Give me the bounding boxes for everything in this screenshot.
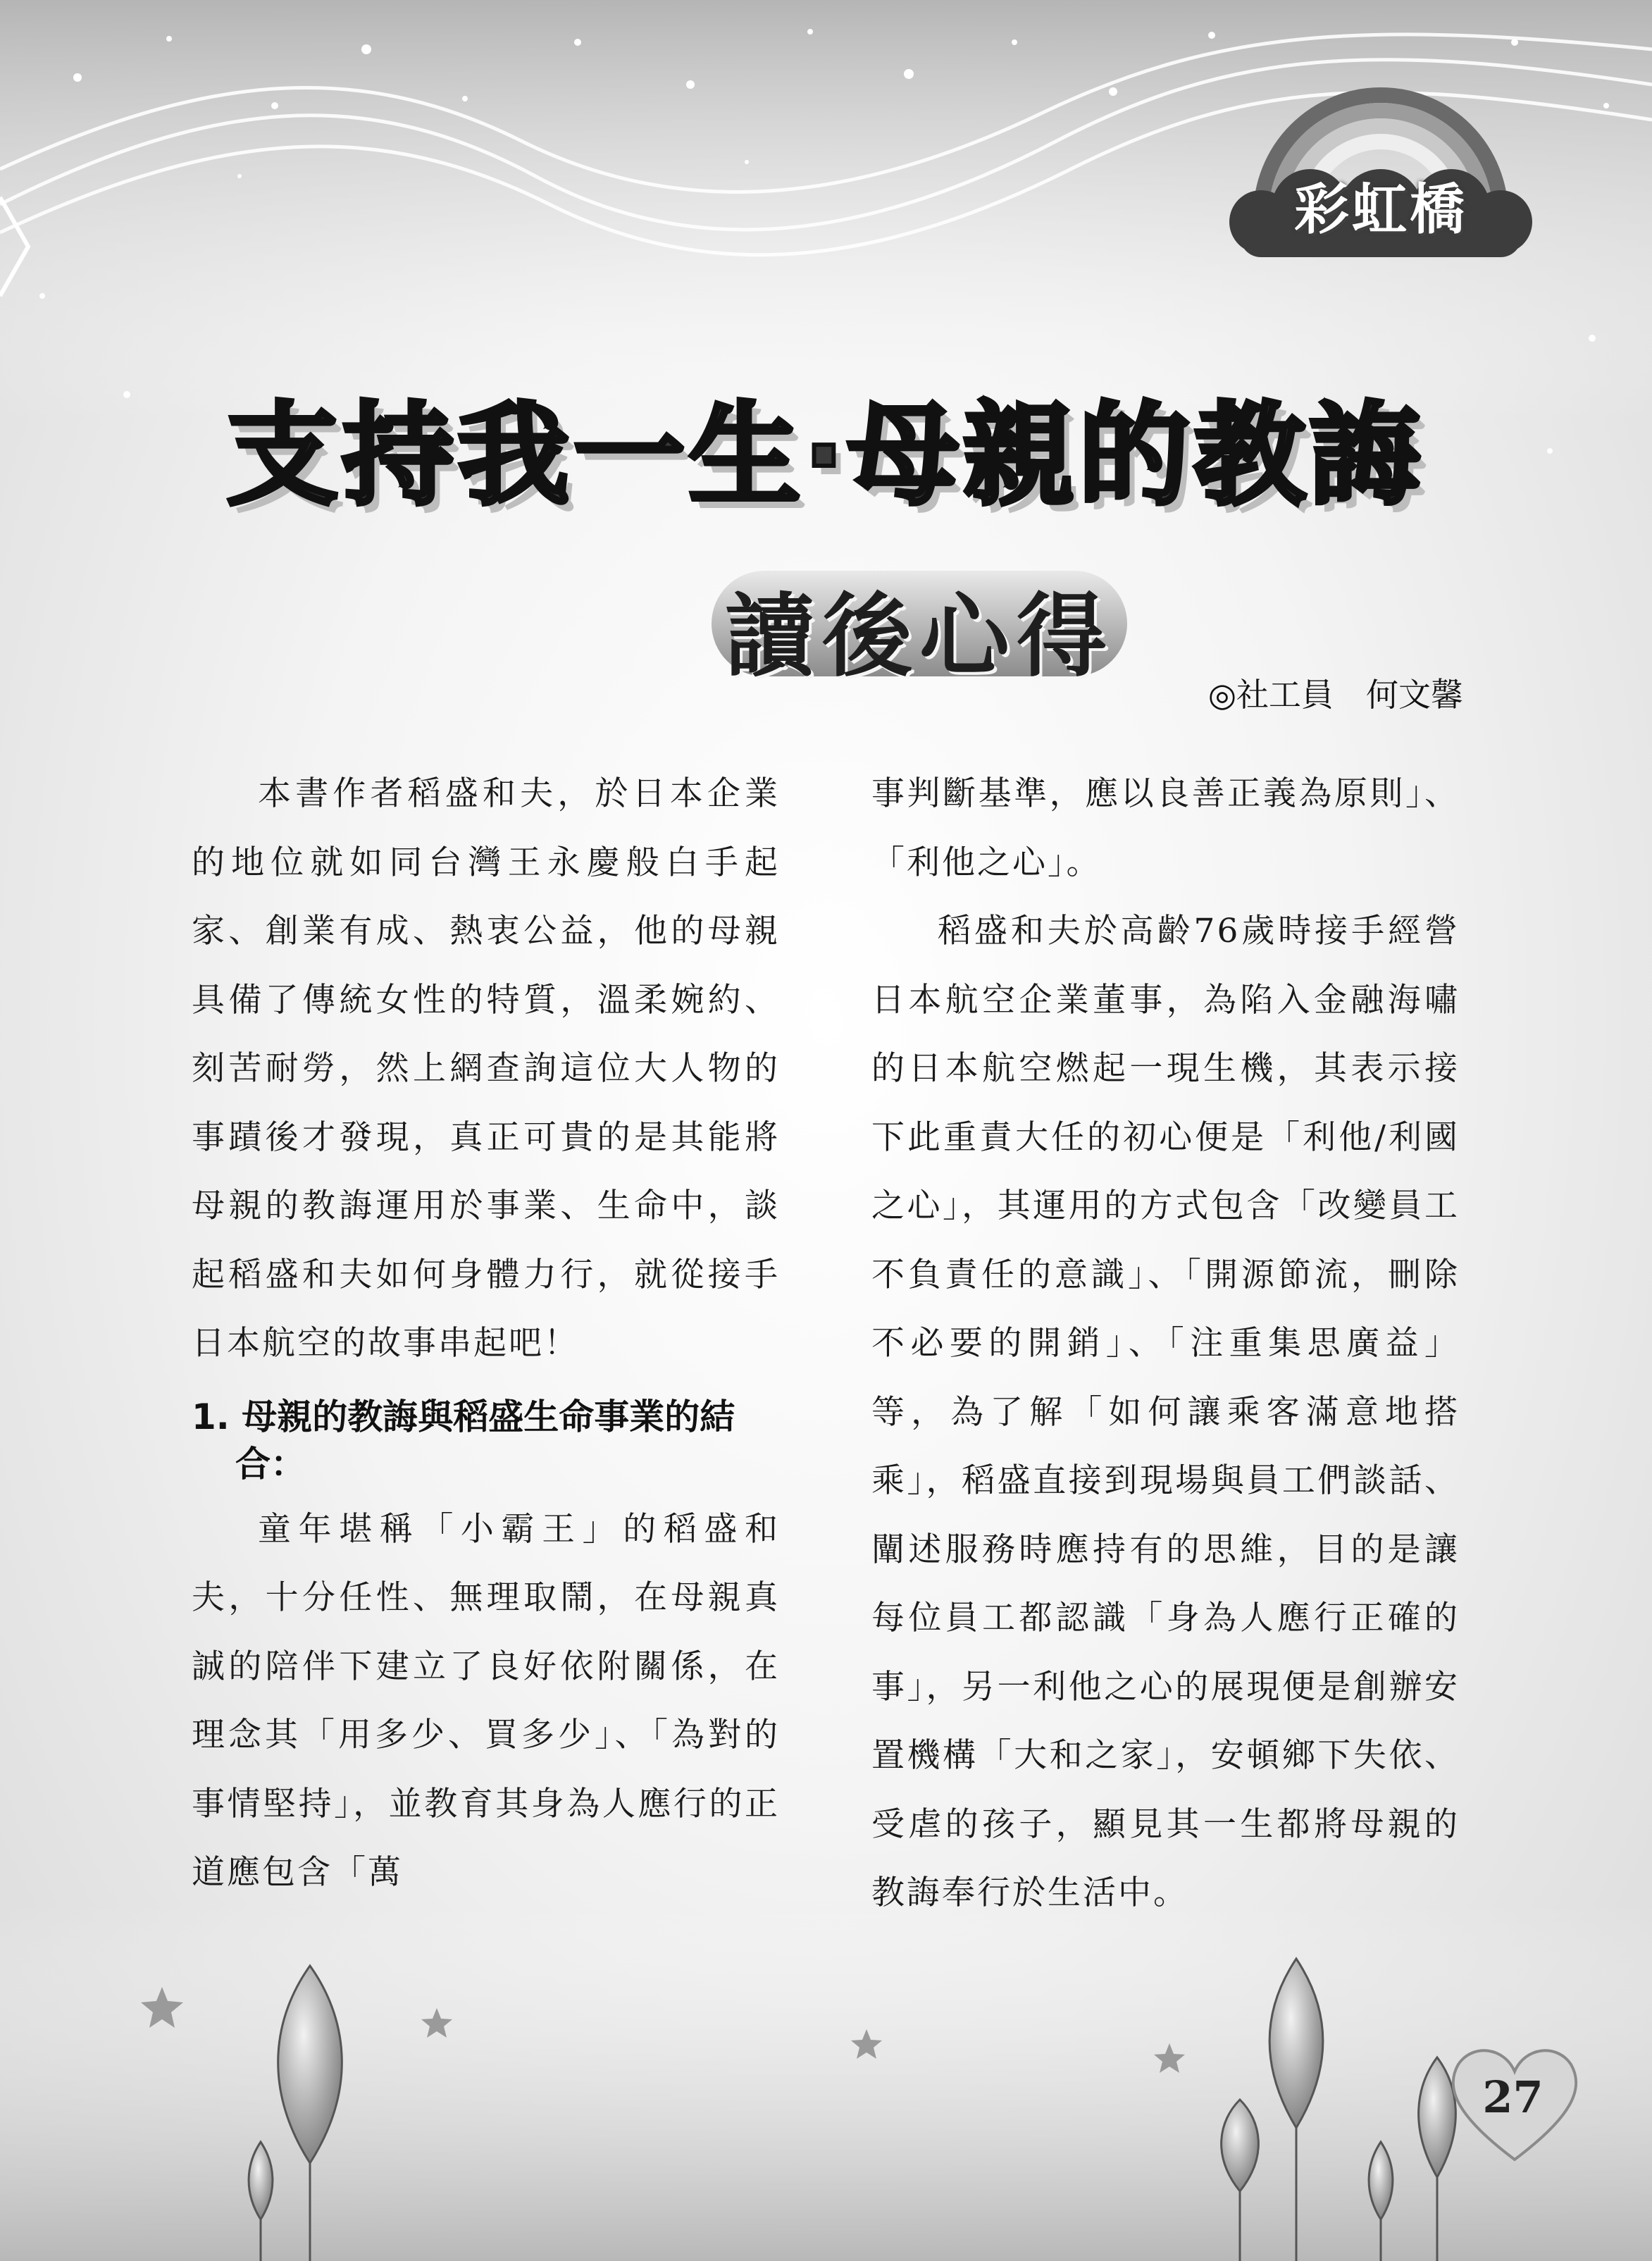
paragraph: 童年堪稱「小霸王」的稻盛和夫，十分任性、無理取鬧，在母親真誠的陪伴下建立了良好依附關係，在理念其「用多少、買多少」、「為對的事情堅持」，並教育其身為人應行的正道應包含「萬 bbox=[192, 1509, 780, 1892]
article-subtitle: 讀後心得 bbox=[724, 584, 1114, 689]
author-byline: ◎社工員 何文馨 bbox=[1207, 676, 1463, 714]
paragraph: 事判斷基準，應以良善正義為原則」、「利他之心」。 bbox=[871, 774, 1460, 882]
article-title: 支持我一生‧母親的教誨 bbox=[226, 391, 1425, 521]
section-heading: 1. 母親的教誨與稻盛生命事業的結合： bbox=[192, 1396, 735, 1485]
left-text-column bbox=[192, 760, 780, 1907]
page-number: 27 bbox=[1482, 2071, 1544, 2123]
column-badge-label: 彩虹橋 bbox=[1293, 178, 1467, 242]
paragraph: 本書作者稻盛和夫，於日本企業的地位就如同台灣王永慶般白手起家、創業有成、熱衷公益，他的母親具備了傳統女性的特質，溫柔婉約、刻苦耐勞，然上網查詢這位大人物的事蹟後才發現，真正可貴的是其能將母親的教誨運用於事業、生命中，談起稻盛和夫如何身體力行，就從接手日本航空的故事串起吧！ bbox=[192, 774, 780, 1363]
paragraph: 稻盛和夫於高齡76歲時接手經營日本航空企業董事，為陷入金融海嘯的日本航空燃起一現生機，其表示接下此重責大任的初心便是「利他/利國之心」，其運用的方式包含「改變員工不負責任的意識」、「開源節流，刪除不必要的開銷」、「注重集思廣益」等，為了解「如何讓乘客滿意地搭乘」，稻盛直接到現場與員工們談話、闡述服務時應持有的思維，目的是讓每位員工都認識「身為人應行正確的事」，另一利他之心的展現便是創辦安置機構「大和之家」，安頓鄉下失依、受虐的孩子，顯見其一生都將母親的教誨奉行於生活中。 bbox=[871, 912, 1460, 1912]
right-text-column bbox=[871, 760, 1460, 1928]
